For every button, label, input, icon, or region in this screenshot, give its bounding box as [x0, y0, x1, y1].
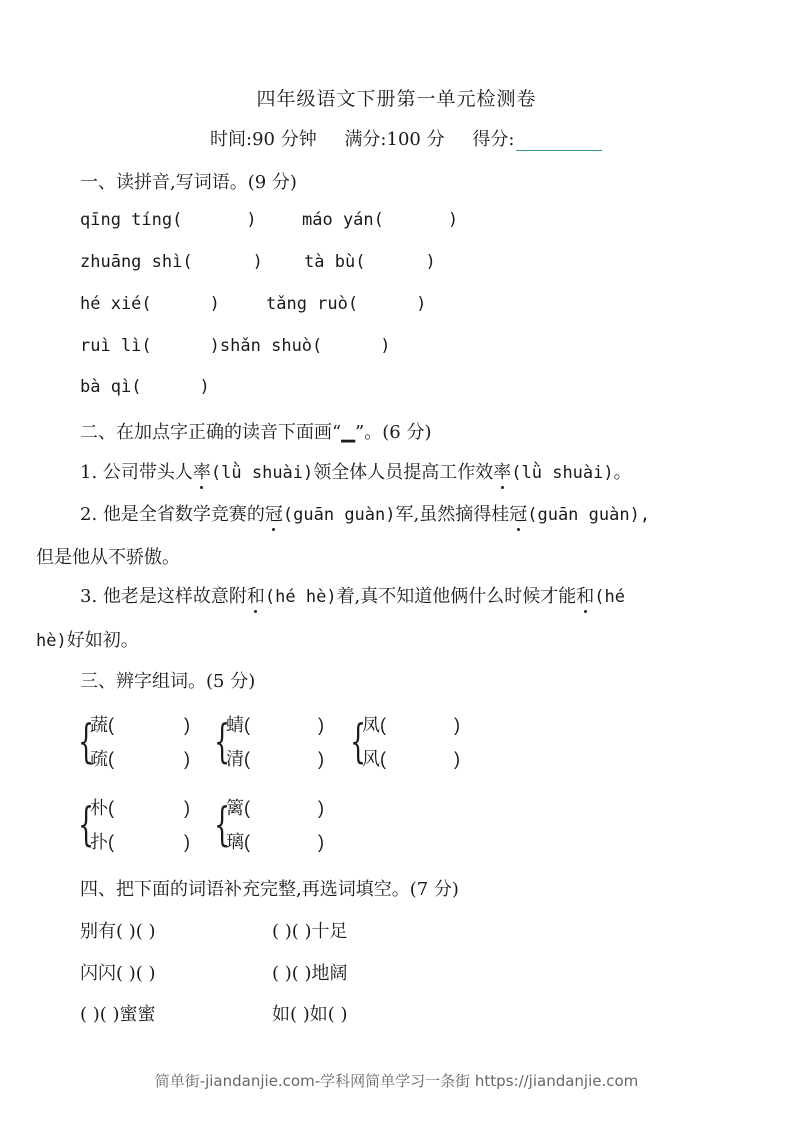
idiom-row: ( )( )十足: [272, 921, 348, 942]
question-2-3: 3. 他老是这样故意附和(hé hè)着,真不知道他俩什么时候才能和(hé: [80, 582, 625, 608]
brace-icon: {: [350, 714, 367, 768]
idiom-row: 别有( )( ): [80, 921, 156, 942]
idiom-row: ( )( )蜜蜜: [80, 1004, 156, 1025]
idiom-row: 如( )如( ): [272, 1004, 348, 1025]
section4-heading: 四、把下面的词语补充完整,再选词填空。(7 分): [80, 879, 459, 900]
pinyin-item: ruì lì( )shǎn shuò( ): [80, 336, 391, 356]
question-2-2: 2. 他是全省数学竞赛的冠(guān guàn)军,虽然摘得桂冠(guān guàn),: [80, 500, 650, 526]
full-score-label: 满分:100 分: [344, 129, 445, 150]
pinyin-item: zhuāng shì( ): [80, 252, 263, 272]
pinyin-item: hé xié( ): [80, 294, 220, 314]
idiom-row: ( )( )地阔: [272, 963, 348, 984]
question-2-3-cont: hè)好如初。: [36, 630, 139, 651]
pinyin-item: máo yán( ): [302, 210, 459, 230]
question-2-2-cont: 但是他从不骄傲。: [36, 547, 180, 568]
footer-watermark: 简单街-jiandanjie.com-学科网简单学习一条街 https://jiandanjie.com: [154, 1072, 639, 1090]
section2-heading: 二、在加点字正确的读音下面画“▁”。(6 分): [80, 422, 432, 443]
score-label: 得分:: [472, 129, 515, 150]
pinyin-item: bà qì( ): [80, 377, 210, 397]
brace-icon: {: [78, 797, 95, 851]
page-title: 四年级语文下册第一单元检测卷: [256, 88, 537, 110]
char-group: { 蜻( ) 清( ): [214, 710, 334, 774]
idiom-row: 闪闪( )( ): [80, 963, 156, 984]
exam-meta: [210, 125, 602, 151]
section3-heading: 三、辨字组词。(5 分): [80, 671, 256, 692]
char-group: { 朴( ) 扑( ): [78, 793, 198, 857]
brace-icon: {: [214, 714, 231, 768]
brace-icon: {: [214, 797, 231, 851]
question-2-1: 1. 公司带头人率(lǜ shuài)领全体人员提高工作效率(lǜ shuài)。: [80, 458, 632, 484]
pinyin-item: tà bù( ): [304, 252, 436, 272]
section1-heading: 一、读拼音,写词语。(9 分): [80, 172, 297, 193]
brace-icon: {: [78, 714, 95, 768]
char-group: { 凤( ) 风( ): [350, 710, 470, 774]
char-group: { 篱( ) 璃( ): [214, 793, 334, 857]
char-group: { 蔬( ) 疏( ): [78, 710, 198, 774]
time-label: 时间:90 分钟: [210, 129, 317, 150]
score-blank[interactable]: [516, 132, 602, 151]
pinyin-item: tǎng ruò( ): [266, 294, 427, 314]
pinyin-item: qīng tíng( ): [80, 210, 257, 230]
